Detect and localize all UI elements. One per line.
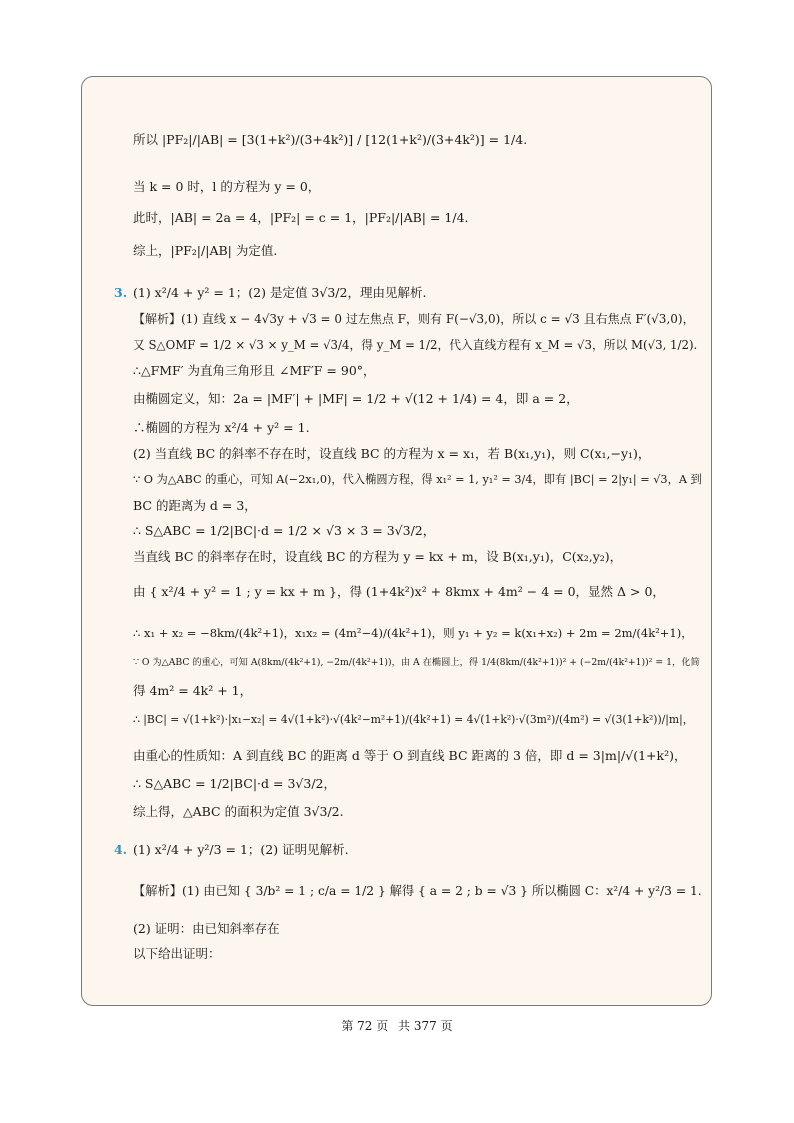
solution-line: 得 4m² = 4k² + 1， xyxy=(133,683,253,698)
solution-line: ∴ S△ABC = 1/2|BC|·d = 1/2 × √3 × 3 = 3√3/2， xyxy=(133,523,436,538)
solution-line: 由重心的性质知：A 到直线 BC 的距离 d 等于 O 到直线 BC 距离的 3 倍，即 d = 3|m|/√(1+k²)， xyxy=(133,748,687,763)
solution-line: ∴ S△ABC = 1/2|BC|·d = 3√3/2， xyxy=(133,776,336,791)
solution-line: 所以 |PF₂|/|AB| = [3(1+k²)/(3+4k²)] / [12(1+k²)/(3+4k²)] = 1/4. xyxy=(133,132,528,147)
page-number: 第 72 页 xyxy=(341,1019,389,1033)
solution-line: (2) 证明：由已知斜率存在 xyxy=(133,921,280,936)
solution-line: (1) x²/4 + y² = 1；(2) 是定值 3√3/2，理由见解析. xyxy=(133,285,427,300)
solution-line: ∵ O 为△ABC 的重心，可知 A(−2x₁,0)，代入椭圆方程，得 x₁² = 1, y₁² = 3/4，即有 |BC| = 2|y₁| = √3，A 到 xyxy=(133,473,702,486)
page-total: 共 377 页 xyxy=(398,1019,453,1033)
solution-line: 综上，|PF₂|/|AB| 为定值. xyxy=(133,243,278,258)
solution-line: 当 k = 0 时，l 的方程为 y = 0， xyxy=(133,179,321,194)
solution-line: 【解析】(1) 由已知 { 3/b² = 1 ; c/a = 1/2 } 解得 { a = 2 ; b = √3 } 所以椭圆 C：x²/4 + y²/3 = 1. xyxy=(133,884,702,898)
solution-line: BC 的距离为 d = 3， xyxy=(133,498,257,513)
solution-line: ∴ |BC| = √(1+k²)·|x₁−x₂| = 4√(1+k²)·√(4k²−m²+1)/(4k²+1) = 4√(1+k²)·√(3m²)/(4m²) = √(3(1+k²))/|m|， xyxy=(133,713,694,726)
page-footer xyxy=(0,1017,794,1034)
solution-line: 以下给出证明： xyxy=(133,946,221,961)
solution-line: 又 S△OMF = 1/2 × √3 × y_M = √3/4，得 y_M = 1/2，代入直线方程有 x_M = √3，所以 M(√3, 1/2). xyxy=(133,338,698,352)
solution-line: ∴ x₁ + x₂ = −8km/(4k²+1)，x₁x₂ = (4m²−4)/(4k²+1)，则 y₁ + y₂ = k(x₁+x₂) + 2m = 2m/(4k²+1)， xyxy=(133,626,693,640)
problem-number: 4. xyxy=(114,842,128,857)
solution-line: 此时，|AB| = 2a = 4，|PF₂| = c = 1，|PF₂|/|AB| = 1/4. xyxy=(133,210,469,225)
solution-line: 综上得，△ABC 的面积为定值 3√3/2. xyxy=(133,804,344,819)
solution-line: (2) 当直线 BC 的斜率不存在时，设直线 BC 的方程为 x = x₁，若 B(x₁,y₁)，则 C(x₁,−y₁)， xyxy=(133,446,651,461)
problem-number: 3. xyxy=(114,285,128,300)
solution-line: ∴△FMF′ 为直角三角形且 ∠MF′F = 90°， xyxy=(133,363,376,378)
solution-line: (1) x²/4 + y²/3 = 1；(2) 证明见解析. xyxy=(133,842,349,857)
solution-line: ∴椭圆的方程为 x²/4 + y² = 1. xyxy=(133,420,310,435)
solution-line: 由 { x²/4 + y² = 1 ; y = kx + m }，得 (1+4k²)x² + 8kmx + 4m² − 4 = 0，显然 Δ > 0， xyxy=(133,584,665,599)
solution-line: 当直线 BC 的斜率存在时，设直线 BC 的方程为 y = kx + m，设 B(x₁,y₁)，C(x₂,y₂)， xyxy=(133,549,623,564)
solution-line: ∵ O 为△ABC 的重心，可知 A(8km/(4k²+1), −2m/(4k²+1))，由 A 在椭圆上，得 1/4(8km/(4k²+1))² + (−2m/(4k²+1))² = 1，化简 xyxy=(133,657,700,668)
solution-line: 由椭圆定义，知：2a = |MF′| + |MF| = 1/2 + √(12 + 1/4) = 4，即 a = 2， xyxy=(133,391,579,406)
solution-line: 【解析】(1) 直线 x − 4√3y + √3 = 0 过左焦点 F，则有 F(−√3,0)，所以 c = √3 且右焦点 F′(√3,0)， xyxy=(133,312,695,326)
